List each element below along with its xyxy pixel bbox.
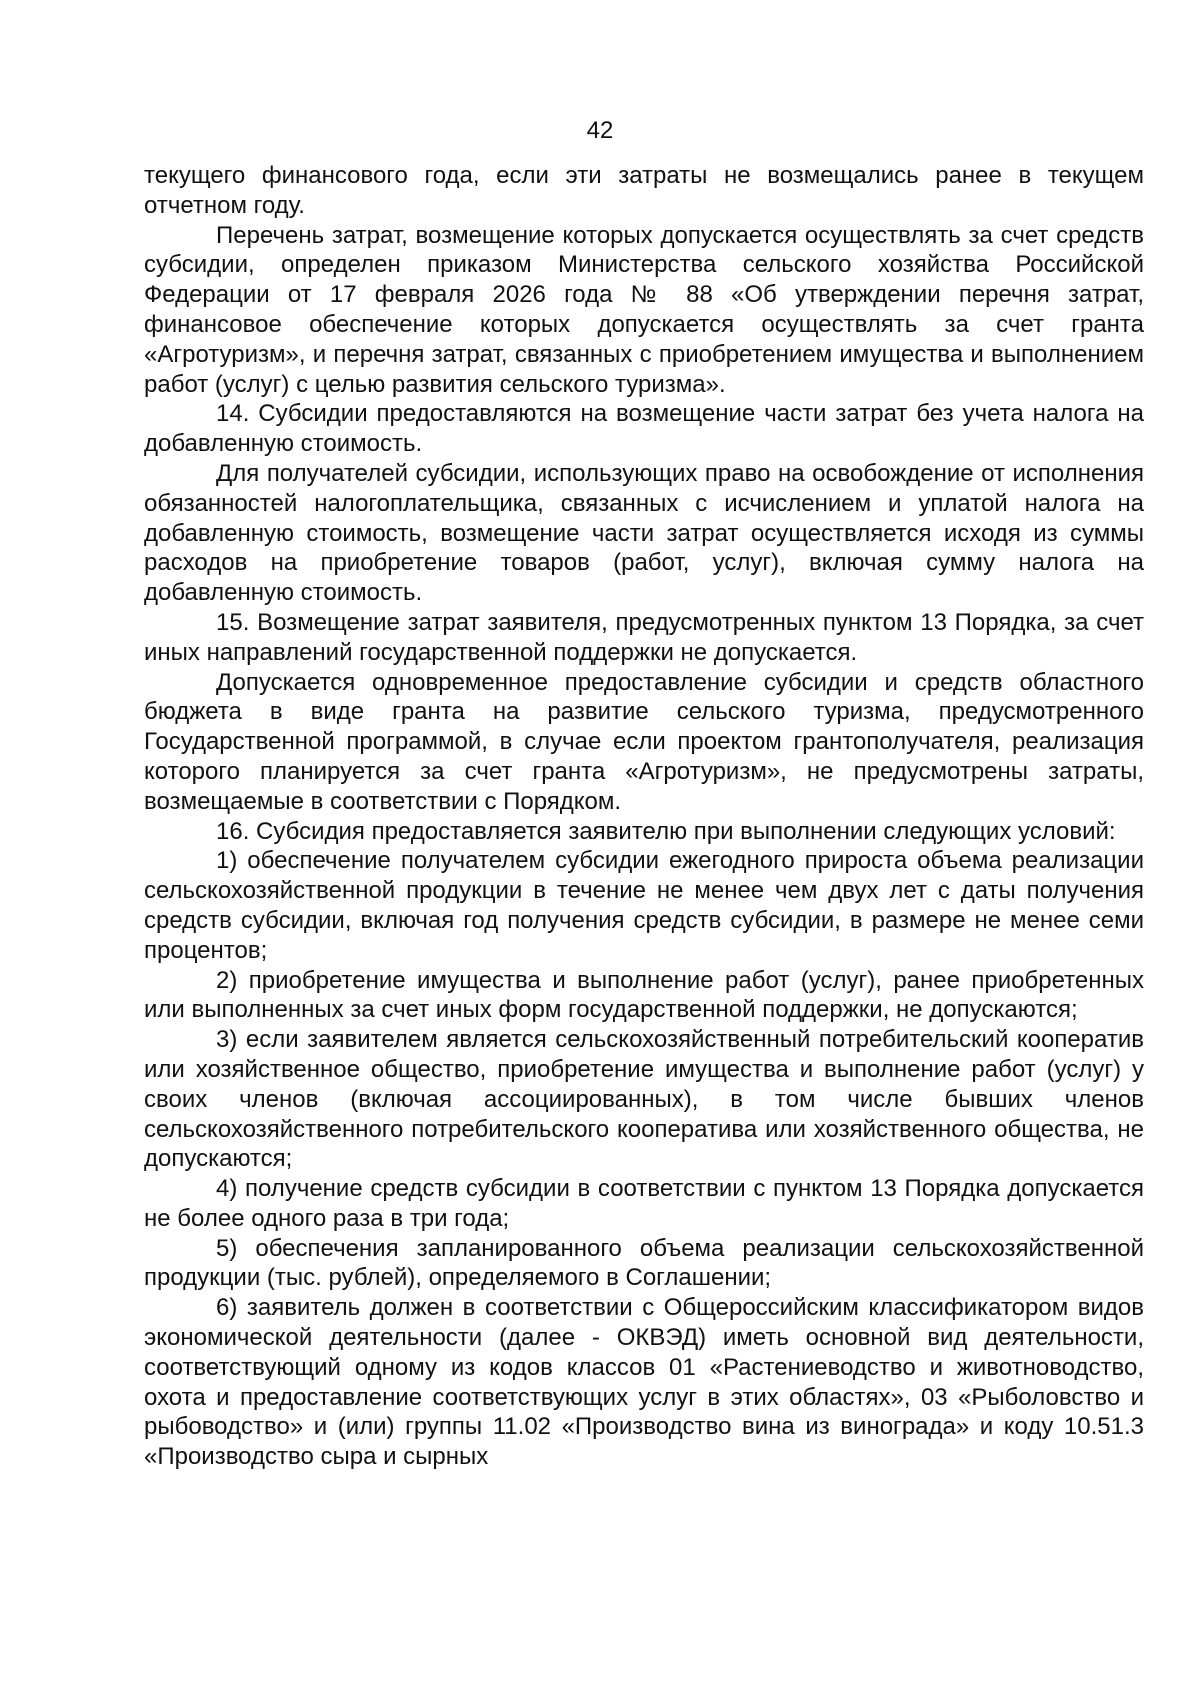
paragraph: текущего финансового года, если эти затраты не возмещались ранее в текущем отчетном году. bbox=[144, 162, 1144, 219]
list-item: 6) заявитель должен в соответствии с Общероссийским классификатором видов экономической деятельности (далее - ОКВЭД) иметь основной вид деятельности, соответствующий одному из кодов классов 01 «Растениеводство и животноводство, охота и предоставление соответствующих услуг в этих областях», 03 «Рыболовство и рыбоводство» и (или) группы 11.02 «Производство вина из винограда» и коду 10.51.3 «Производство сыра и сырных bbox=[144, 1294, 1144, 1471]
list-item: 5) обеспечения запланированного объема реализации сельскохозяйственной продукции (тыс. рублей), определяемого в Соглашении; bbox=[144, 1234, 1144, 1292]
list-item: 3) если заявителем является сельскохозяйственный потребительский кооператив или хозяйственное общество, приобретение имущества и выполнение работ (услуг) у своих членов (включая ассоциированных), в том числе бывших членов сельскохозяйственного потребительского кооператива или хозяйственного общества, не допускаются; bbox=[144, 1026, 1144, 1173]
document-body bbox=[144, 161, 1144, 1472]
paragraph: 15. Возмещение затрат заявителя, предусмотренных пунктом 13 Порядка, за счет иных направлений государственной поддержки не допускается. bbox=[144, 608, 1144, 666]
page-number: 42 bbox=[586, 117, 614, 144]
list-item: 1) обеспечение получателем субсидии ежегодного прироста объема реализации сельскохозяйственной продукции в течение не менее чем двух лет с даты получения средств субсидии, включая год получения средств субсидии, в размере не менее семи процентов; bbox=[144, 847, 1144, 964]
paragraph: Перечень затрат, возмещение которых допускается осуществлять за счет средств субсидии, определен приказом Министерства сельского хозяйства Российской Федерации от 17 февраля 2026 года № 88 «Об утверждении перечня затрат, финансовое обеспечение которых допускается осуществлять за счет гранта «Агротуризм», и перечня затрат, связанных с приобретением имущества и выполнением работ (услуг) с целью развития сельского туризма». bbox=[144, 221, 1144, 398]
list-item: 4) получение средств субсидии в соответствии с пунктом 13 Порядка допускается не более одного раза в три года; bbox=[144, 1175, 1144, 1232]
paragraph: 14. Субсидии предоставляются на возмещение части затрат без учета налога на добавленную стоимость. bbox=[144, 400, 1144, 458]
paragraph: Допускается одновременное предоставление субсидии и средств областного бюджета в виде гранта на развитие сельского туризма, предусмотренного Государственной программой, в случае если проектом грантополучателя, реализация которого планируется за счет гранта «Агротуризм», не предусмотрены затраты, возмещаемые в соответствии с Порядком. bbox=[144, 668, 1144, 815]
paragraph: 16. Субсидия предоставляется заявителю при выполнении следующих условий: bbox=[216, 817, 1116, 845]
paragraph: Для получателей субсидии, использующих право на освобождение от исполнения обязанностей налогоплательщика, связанных с исчислением и уплатой налога на добавленную стоимость, возмещение части затрат осуществляется исходя из суммы расходов на приобретение товаров (работ, услуг), включая сумму налога на добавленную стоимость. bbox=[144, 459, 1144, 607]
list-item: 2) приобретение имущества и выполнение работ (услуг), ранее приобретенных или выполненных за счет иных форм государственной поддержки, не допускаются; bbox=[144, 966, 1144, 1024]
